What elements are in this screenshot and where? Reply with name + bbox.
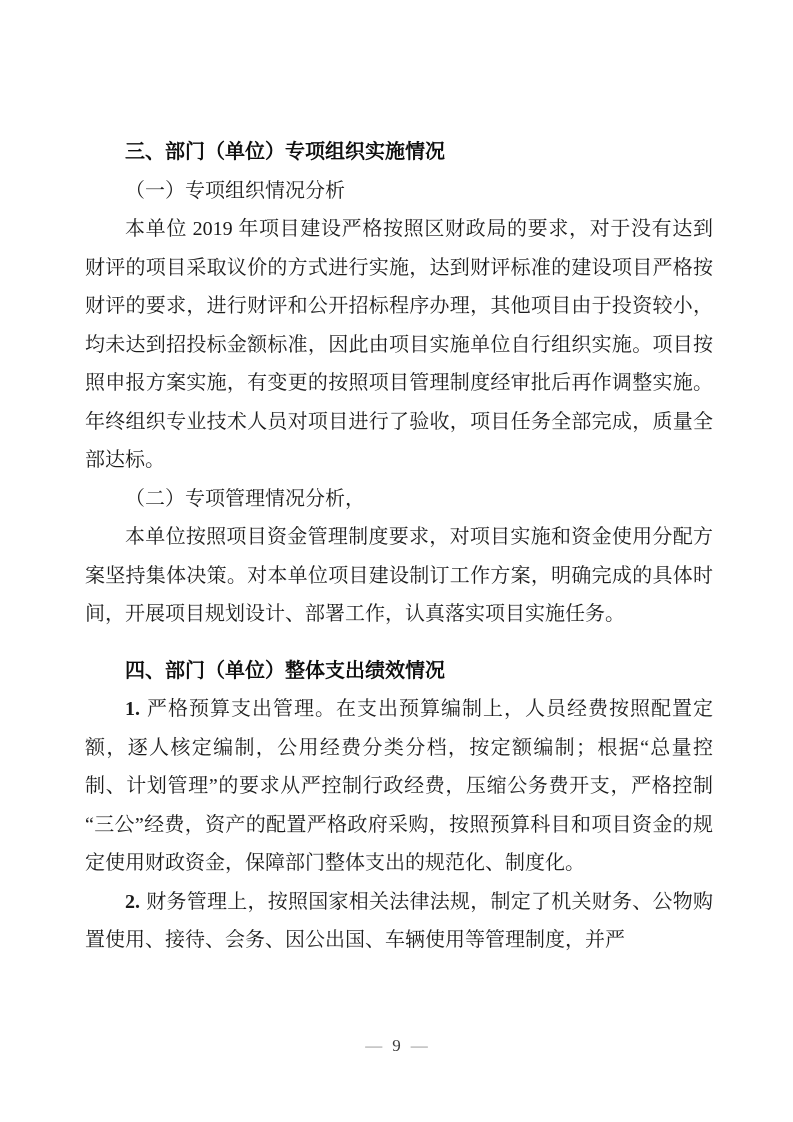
section-4-heading: 四、部门（单位）整体支出绩效情况	[125, 659, 445, 682]
subsection-3-1-title: （一）专项组织情况分析	[125, 179, 345, 202]
section-3-heading: 三、部门（单位）专项组织实施情况	[125, 141, 445, 163]
page-number-value: 9	[392, 1036, 401, 1055]
subsection-3-2-paragraph: 本单位按照项目资金管理制度要求，对项目实施和资金使用分配方案坚持集体决策。对本单位项目建设制订工作方案，明确完成的具体时间，开展项目规划设计、部署工作，认真落实项目实施任务。	[85, 526, 713, 625]
report-body	[85, 133, 713, 960]
section-4-item-2-text: 财务管理上，按照国家相关法律法规，制定了机关财务、公物购置使用、接待、会务、因公出国、车辆使用等管理制度，并严	[85, 890, 713, 951]
subsection-3-2-title: （二）专项管理情况分析，	[125, 487, 365, 510]
item-number-1: 1.	[125, 698, 140, 720]
page-number-left-dash: —	[365, 1036, 383, 1055]
item-number-2: 2.	[125, 890, 140, 913]
page-number-right-dash: —	[410, 1036, 428, 1055]
section-4-item-1-text: 严格预算支出管理。在支出预算编制上，人员经费按照配置定额，逐人核定编制，公用经费分类分档，按定额编制；根据“总量控制、计划管理”的要求从严控制行政经费，压缩公务费开支，严格控制“三公”经费，资产的配置严格政府采购，按照预算科目和项目资金的规定使用财政资金，保障部门整体支出的规范化、制度化。	[85, 698, 713, 874]
subsection-3-1-paragraph: 本单位 2019 年项目建设严格按照区财政局的要求，对于没有达到财评的项目采取议价的方式进行实施，达到财评标准的建设项目严格按财评的要求，进行财评和公开招标程序办理，其他项目由于投资较小，均未达到招投标金额标准，因此由项目实施单位自行组织实施。项目按照申报方案实施，有变更的按照项目管理制度经审批后再作调整实施。年终组织专业技术人员对项目进行了验收，项目任务全部完成，质量全部达标。	[85, 218, 713, 471]
page-number	[0, 1035, 793, 1057]
section-4-item-2-paragraph	[85, 883, 713, 960]
section-4-item-1-paragraph	[85, 690, 713, 883]
